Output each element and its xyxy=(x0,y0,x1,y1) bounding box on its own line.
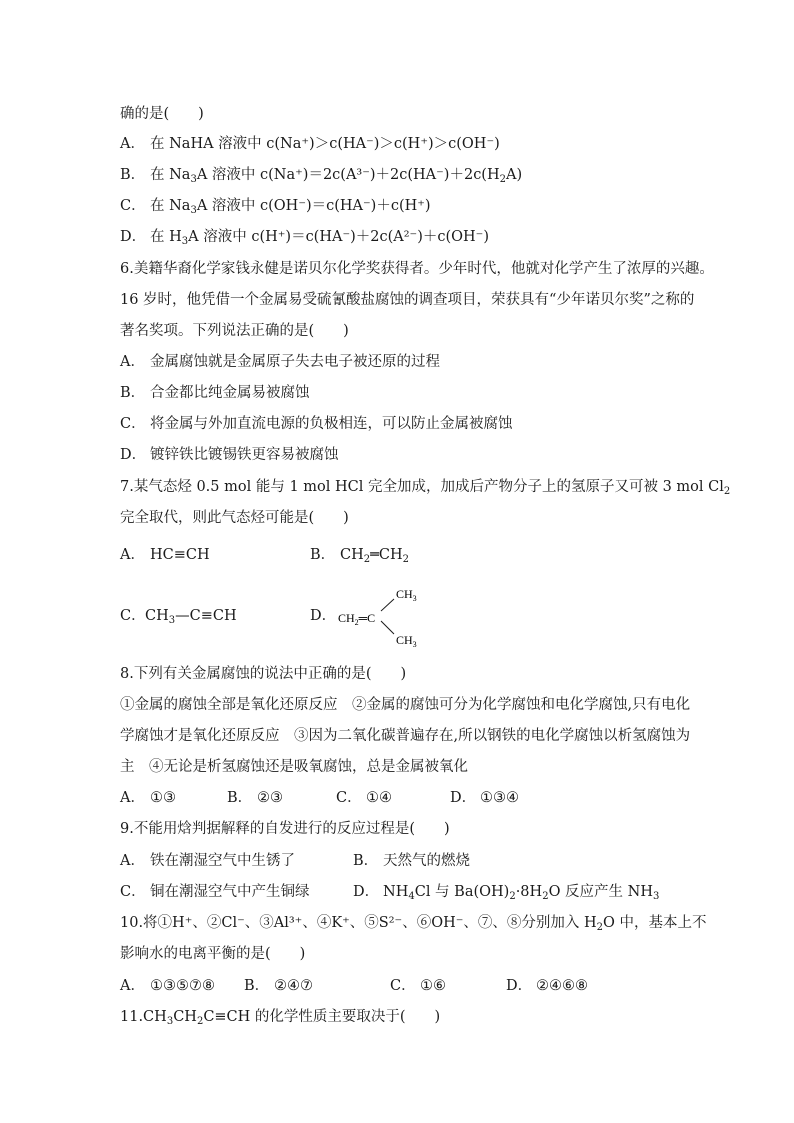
option-text-post: A 溶液中 c(H⁺)＝c(HA⁻)＋2c(A²⁻)＋c(OH⁻) xyxy=(188,229,489,245)
q9-option-d[interactable] xyxy=(353,882,659,902)
q11-stem: $11.CH_3CH_2C\equiv CH$ 的化学性质主要取决于( ) xyxy=(120,1009,441,1027)
q9-stem: 9.不能用焓判据解释的自发进行的反应过程是( ) xyxy=(120,821,450,837)
q7-option-b[interactable] xyxy=(310,545,409,565)
q6-option-a[interactable] xyxy=(120,352,440,372)
q9-option-c[interactable] xyxy=(120,882,310,902)
option-text: ①③④ xyxy=(480,790,519,806)
option-label: A． xyxy=(120,136,145,152)
option-text: 镀锌铁比镀锡铁更容易被腐蚀 xyxy=(150,447,339,463)
subscript: 3 xyxy=(190,205,197,216)
option-text: 合金都比纯金属易被腐蚀 xyxy=(150,385,310,401)
q9-option-b[interactable] xyxy=(353,851,470,871)
option-label: C． xyxy=(120,884,146,900)
option-label: D． xyxy=(120,229,147,245)
option-label: B． xyxy=(120,385,146,401)
option-text: ②④⑦ xyxy=(274,978,313,994)
option-text-pre: 在 Na xyxy=(150,198,191,214)
q7-option-d-structure xyxy=(336,584,426,648)
q6-stem-line-3: 著名奖项。下列说法正确的是( ) xyxy=(120,323,349,339)
subscript: 3 xyxy=(190,174,197,185)
q7-option-c[interactable] xyxy=(120,606,237,626)
option-label: A． xyxy=(120,547,145,563)
q5-stem-tail: 确的是( ) xyxy=(120,106,204,122)
bond-upper xyxy=(381,599,394,611)
q8-body-line-2: 学腐蚀才是氧化还原反应 ③因为二氧化碳普遍存在,所以钢铁的电化学腐蚀以析氢腐蚀为 xyxy=(120,728,691,744)
option-label: A． xyxy=(120,853,145,869)
option-label: C． xyxy=(120,608,146,624)
q8-stem: 8.下列有关金属腐蚀的说法中正确的是( ) xyxy=(120,666,407,682)
option-text: ①③ xyxy=(150,790,176,806)
structure-top-methyl: $CH_3$ xyxy=(396,587,417,603)
q6-stem-line-2: 16 岁时，他凭借一个金属易受硫氰酸盐腐蚀的调查项目，荣获具有“少年诺贝尔奖”之称的 xyxy=(120,292,695,308)
q7-stem-line-2: 完全取代，则此气态烃可能是( ) xyxy=(120,510,349,526)
bond-lower xyxy=(381,621,394,634)
option-label: C． xyxy=(120,198,146,214)
option-label: A． xyxy=(120,978,145,994)
q8-option-b[interactable] xyxy=(227,788,283,808)
option-text: $NH_4Cl$ 与 $Ba(OH)_2\cdot 8H_2O$ 反应产生 $NH_3$ xyxy=(383,884,660,902)
option-text: ①⑥ xyxy=(420,978,446,994)
q10-stem-line-1: 10.将①H⁺、②Cl⁻、③Al³⁺、④K⁺、⑤S²⁻、⑥OH⁻、⑦、⑧分别加入 $H_2O$ 中，基本上不 xyxy=(120,915,707,933)
option-label: D． xyxy=(353,884,380,900)
option-label: B． xyxy=(120,167,146,183)
option-text-end: A) xyxy=(506,167,523,183)
q7-stem-line-1 xyxy=(120,477,730,497)
formula-ethene: $CH_2═CH_2$ xyxy=(340,547,409,565)
option-label: D． xyxy=(310,608,337,624)
subscript: 2 xyxy=(723,486,731,497)
q5-option-c[interactable] xyxy=(120,196,431,216)
formula-propyne: $CH_3—C\equiv CH$ xyxy=(145,608,237,626)
q8-body-line-3: 主 ④无论是析氢腐蚀还是吸氧腐蚀，总是金属被氧化 xyxy=(120,759,468,775)
q7-stem-text: 7.某气态烃 0.5 mol 能与 1 mol HCl 完全加成，加成后产物分子上的氢原子又可被 3 mol Cl xyxy=(120,479,724,495)
option-label: B． xyxy=(227,790,253,806)
option-label: C． xyxy=(120,416,146,432)
option-text: 在 NaHA 溶液中 c(Na⁺)＞c(HA⁻)＞c(H⁺)＞c(OH⁻) xyxy=(150,136,500,152)
option-label: D． xyxy=(506,978,533,994)
structure-left-group: $CH_2═C$ xyxy=(338,611,376,627)
option-text-post: A 溶液中 c(OH⁻)＝c(HA⁻)＋c(H⁺) xyxy=(196,198,431,214)
q5-option-a[interactable] xyxy=(120,134,500,154)
option-text: 铜在潮湿空气中产生铜绿 xyxy=(150,884,310,900)
formula-hcch: HC≡CH xyxy=(150,547,210,563)
q6-stem-line-1: 6.美籍华裔化学家钱永健是诺贝尔化学奖获得者。少年时代，他就对化学产生了浓厚的兴趣。 xyxy=(120,261,714,277)
q10-option-c[interactable] xyxy=(390,976,446,996)
q8-option-c[interactable] xyxy=(336,788,392,808)
option-text: 将金属与外加直流电源的负极相连，可以防止金属被腐蚀 xyxy=(150,416,513,432)
q10-option-d[interactable] xyxy=(506,976,588,996)
q6-option-c[interactable] xyxy=(120,414,513,434)
option-label: B． xyxy=(244,978,270,994)
option-label: C． xyxy=(390,978,416,994)
structure-bottom-methyl: $CH_3$ xyxy=(396,633,417,648)
option-text-pre: 在 H xyxy=(150,229,182,245)
q8-option-a[interactable] xyxy=(120,788,176,808)
q8-body-line-1: ①金属的腐蚀全部是氧化还原反应 ②金属的腐蚀可分为化学腐蚀和电化学腐蚀,只有电化 xyxy=(120,697,691,713)
q10-stem-line-2: 影响水的电离平衡的是( ) xyxy=(120,946,306,962)
option-text: ①③⑤⑦⑧ xyxy=(150,978,215,994)
q9-option-a[interactable] xyxy=(120,851,295,871)
option-text: 铁在潮湿空气中生锈了 xyxy=(150,853,295,869)
q10-option-b[interactable] xyxy=(244,976,313,996)
option-label: D． xyxy=(120,447,147,463)
option-label: A． xyxy=(120,354,145,370)
option-label: B． xyxy=(353,853,379,869)
q8-option-d[interactable] xyxy=(450,788,519,808)
subscript: 3 xyxy=(181,236,189,247)
option-label: B． xyxy=(310,547,336,563)
subscript: 2 xyxy=(499,174,506,185)
option-text: ②④⑥⑧ xyxy=(536,978,588,994)
option-label: C． xyxy=(336,790,362,806)
option-text: 天然气的燃烧 xyxy=(383,853,470,869)
option-label: A． xyxy=(120,790,145,806)
q7-option-a[interactable] xyxy=(120,545,210,565)
option-text-post: A 溶液中 c(Na⁺)＝2c(A³⁻)＋2c(HA⁻)＋2c(H xyxy=(196,167,500,183)
option-text-pre: 在 Na xyxy=(150,167,191,183)
q10-option-a[interactable] xyxy=(120,976,215,996)
option-label: D． xyxy=(450,790,477,806)
q6-option-b[interactable] xyxy=(120,383,310,403)
option-text: ①④ xyxy=(366,790,392,806)
q6-option-d[interactable] xyxy=(120,445,339,465)
option-text: ②③ xyxy=(257,790,283,806)
q5-option-b[interactable] xyxy=(120,165,522,185)
q5-option-d[interactable] xyxy=(120,227,489,247)
option-text: 金属腐蚀就是金属原子失去电子被还原的过程 xyxy=(150,354,440,370)
